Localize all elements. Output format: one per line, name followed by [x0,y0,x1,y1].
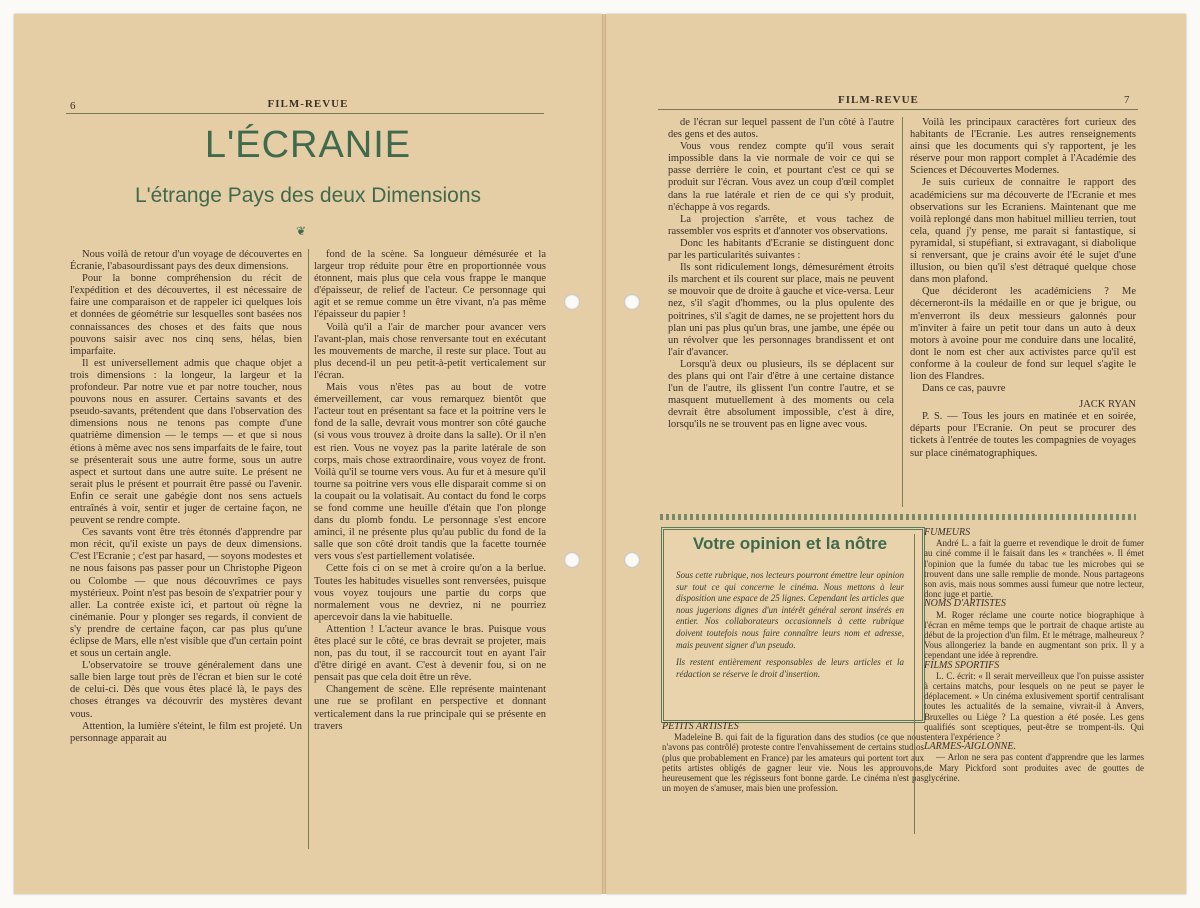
postscript: P. S. — Tous les jours en matinée et en soirée, départs pour l'Ecranie. On peut se procurer des tickets à l'entrée de toutes les compagnies de voyages sur place cinématographiques. [910,411,1136,459]
letter-heading: LARMES-AIGLONNE. [924,741,1016,753]
paragraph: Attention, la lumière s'éteint, le film est projeté. Un personnage apparait au [70,720,302,744]
paragraph: Il est universellement admis que chaque objet a trois dimensions : la longeur, la largeur et la profondeur. Par notre vue et par notre toucher, nous pouvons nous en assurer. Certains savants et des pseudo-savants, prétendent que dans l'observation des dimensions nous ne tenons pas compte d'une quatrième dimension — le temps — et que si nous étions à même avec nos sens imparfaits de le faire, tout se présenterait sous une autre forme, sous un autre aspect et surtout dans une autre suite. Le présent ne serait plus le présent et pourrait être passé ou l'avenir. Enfin ce serait une gabégie dont nos sens actuels entraînés à voir, sentir et juger de certaine façon, ne peuvent se rendre compte. [70,357,302,527]
paragraph: La projection s'arrête, et vous tachez de rassembler vos esprits et d'annoter vos observations. [668,213,894,237]
column-divider [914,534,915,834]
article-continuation-column-2 [910,117,1136,460]
letter-petits-artistes [662,722,924,793]
letter-heading: FILMS SPORTIFS [924,659,1000,671]
opinion-title: Votre opinion et la nôtre [692,534,888,553]
paragraph: Nous voilà de retour d'un voyage de découvertes en Écranie, l'abasourdissant pays des deux dimensions. [70,249,302,273]
paragraph: Je suis curieux de connaitre le rapport des académiciens sur ma découverte de l'Ecranie et mes observations sur les Ecraniens. Maintenant que me voilà replongé dans mon habituel millieu terrien, tout cela, quand j'y pense, me parait si fantastique, si pyramidal, si stupéfiant, si extravagant, si diabolique si renversant, que je crains avoir été le sujet d'une illusion, ou bien qu'il s'est détraqué quelque chose dans mon plafond. [910,177,1136,286]
letter-text: André L. a fait la guerre et revendique le droit de fumer au ciné comme il le faisait dans les « tranchées ». Il émet l'opinion que la fumée du tabac tue les microbes qui se trouvent dans une salle remplie de monde. Nous partageons son avis, mais nous sommes aussi fumeur que notre lecteur, donc juge et partie. [924,538,1144,600]
letter-heading: NOMS D'ARTISTES [924,598,1006,610]
article-column-1 [70,249,302,745]
article-subtitle: L'étrange Pays des deux Dimensions [134,184,482,207]
punch-hole [564,552,580,568]
paragraph: Dans ce cas, pauvre [922,383,1006,395]
paragraph: Voilà qu'il a l'air de marcher pour avancer vers l'avant-plan, mais chose renversante tout en exécutant les mouvements de marche, il reste sur place. Tout au plus decend-il un peu petit-à-petit verticalement sur l'écran. [314,321,546,381]
paragraph: Donc les habitants d'Ecranie se distinguent donc par les particularités suivantes : [668,237,894,262]
paragraph: Vous vous rendez compte qu'il vous serait impossible dans la vie normale de voir ce qui se passe derrière le coin, et pourtant c'est ce qui se produit sur l'écran. Vous avez un coup d'œil complet dans la rue latérale et rien de ce qui s'y produit, n'échappe à vos regards. [668,141,894,213]
header-rule-right [658,109,1138,110]
article-continuation-column-1 [668,117,894,431]
author-signature: JACK RYAN [1079,399,1136,411]
ornament-icon: ❦ [296,224,307,238]
header-rule-left [66,113,544,114]
punch-hole [564,294,580,310]
paragraph: Changement de scène. Elle représente maintenant une rue se profilant en perspective et donnant verticalement dans la rue principale qui se présente en travers [314,684,546,732]
paragraph: Voilà les principaux caractères fort curieux des habitants de l'Ecranie. Les autres renseignements ainsi que les documents qui s'y rapportent, je les réserve pour mon rapport complet à l'Académie des Sciences et Découvertes Modernes. [910,117,1136,177]
decorative-border [660,514,1136,520]
page-number-right: 7 [1124,94,1130,106]
running-head-left: FILM-REVUE [267,98,349,110]
paragraph: Cette fois ci on se met à croire qu'on a la berlue. Toutes les habitudes visuelles sont renversées, puisque vous voyez toujours une partie du corps que normalement vous ne devriez, ni ne pourriez apercevoir dans la vie habituelle. [314,563,546,623]
column-divider [902,117,903,507]
page-number-left: 6 [70,100,76,112]
paragraph: fond de la scène. Sa longueur démésurée et la largeur trop réduite pour être en proportionnée vous étonnent, mais plus que cela vous frappe le manque d'épaisseur, de relief de l'acteur. Ce personnage qui agit et se remue comme un être vivant, n'a pas même l'épaisseur du papier ! [314,249,546,321]
opinion-paragraph: Sous cette rubrique, nos lecteurs pourront émettre leur opinion sur tout ce qui concerne le cinéma. Nous mettons à leur disposition une espace de 25 lignes. Cependant les articles que nous jugerions dignes d'un intérêt général seront insérés en entier. Nos collaborateurs occasionnels à cette rubrique doivent toutefois nous faire connaître leurs nom et adresse, mais peuvent signer d'un pseudo. [676,570,904,650]
paragraph: Ces savants vont être très étonnés d'apprendre par mon récit, qu'il existe un pays de deux dimensions. C'est l'Ecranie ; c'est par hasard, — soyons modestes et ne nous faisons pas passer pour un Christophe Pigeon ou Colombe — que nous découvrîmes ce pays mystérieux. Point n'est pas besoin de s'expatrier pour y aller. La contrée existe ici, et partout où règne la cinémanie. Pour y plonger ses regards, il convient de s'y prendre de certaine façon, car pas plus qu'une éclipse de Mars, elle n'est visible que d'un certain point et sous un certain angle. [70,527,302,660]
letter-text: Madeleine B. qui fait de la figuration dans des studios (ce que nous n'avons pas contrôlé) proteste contre l'envahissement de certains studios (plus que probablement en France) par les amateurs qui portent tort aux petits artistes obligés de gagner leur vie. Nous les approuvons, heureusement que les régisseurs font bonne garde. Le cinéma n'est pas un moyen de s'amuser, mais bien une profession. [662,732,924,794]
paragraph: Lorsqu'à deux ou plusieurs, ils se déplacent sur des plans qui ont l'air d'être à une certaine distance l'un de l'autre, ils glissent l'un contre l'autre, et se masquent mutuellement à des moments ou cela devrait être absolument impossible, c'est à dire, lorsqu'ils ne se trouvent pas en ligne avec vous. [668,358,894,431]
paragraph: Ils sont ridiculement longs, démesurément étroits ils marchent et ils courent sur place, mais ne peuvent se mouvoir que de droite à gauche et vice-versa. Leur nez, s'il s'agit d'hommes, ou la plus opulente des poitrines, s'il s'agit de dames, ne se projettent hors du plan uni pas plus qu'un bras, une jambe, une épée ou un révolver que les personnages brandissent et ont l'air d'avancer. [668,262,894,358]
letter-text: L. C. écrit: « Il serait merveilleux que l'on puisse assister à certains matchs, pour lesquels on ne peut se payer le déplacement. » Un cinéma exlusivement sportif centralisant toutes les actualités de la semaine, vivrait-il à Anvers, Bruxelles ou Liège ? La question a été posée. Les gens qualifiés sont sceptiques, peut-être se trompent-ils. Qui tentera l'expérience ? [924,670,1144,743]
article-title: L'ÉCRANIE [204,124,412,166]
punch-hole [624,294,640,310]
paragraph: Mais vous n'êtes pas au bout de votre émerveillement, car vous remarquez bientôt que l'acteur tout en présentant sa face et la poitrine vers le fond de la salle, devrait vous montrer son côté gauche (si vous vous trouvez à droite dans la salle). Or il n'en est rien. Vous ne voyez pas la parite latérale de son corps, mais chose extraordinaire, vous voyez de front. Voilà qu'il se tourne vers vous. Au fur et à mesure qu'il tourne sa poitrine vers vous elle disparait comme si on la coupait ou la volatisait. Au contact du fond le corps se fond comme une heuille d'étain que l'on plonge dans du plomb fondu. Le personnage s'est encore aminci, il ne présente plus qu'au public du fond de la salle que son côté droit tandis que la facette tournée vers vous s'est partiellement volatisée. [314,382,546,563]
letters-column [924,528,1144,783]
opinion-intro [676,570,904,680]
column-divider [308,249,309,849]
paragraph: Pour la bonne compréhension du récit de l'expédition et des découvertes, il est nécessaire de faire une comparaison et de rappeler ici quelques lois et données de géométrie sur lesquelles sont basées nos connaissances des choses et des faits que nous pouvons saisir avec nos cinq sens, hélas, bien imparfaite. [70,273,302,357]
punch-hole [624,552,640,568]
article-column-2 [314,249,546,733]
paragraph: Que décideront les académiciens ? Me décerneront-ils la médaille en or que je brigue, ou m'enverront ils deux messieurs galonnés pour m'inviter à faire un petit tour dans un auto à deux motors à avoine pour me conduire dans une localité, dont le nom est cher aux activistes parce qu'il est conforme à la couleur de fond sur lequel s'agite le lion des Flandres. [910,286,1136,382]
paragraph: L'observatoire se trouve généralement dans une salle bien large tout près de l'écran et bien sur le coté de celui-ci. Dès que vous êtes placé là, le pays des choses étranges va découvrir des mystères devant vous. [70,660,302,720]
letter-heading: PETITS ARTISTES [662,721,739,732]
letter-text: — Arlon ne sera pas content d'apprendre que les larmes de Mary Pickford sont produites avec de gouttes de glycérine. [924,752,1144,783]
paragraph: de l'écran sur lequel passent de l'un côté à l'autre des gens et des autos. [668,117,894,141]
opinion-paragraph: Ils restent entièrement responsables de leurs articles et la rédaction se réserve le droit d'insertion. [676,657,904,679]
letter-text: M. Roger réclame une courte notice biographique à l'écran en même temps que le portrait de chaque artiste au début de la projection d'un film. Et le métrage, malheureux ? Vous allongeriez la bande en augmentant son prix. Il y a cependant une idée à reprendre. [924,609,1144,661]
left-page [14,14,602,894]
letter-heading: FUMEURS [924,527,971,538]
right-page [606,14,1186,894]
paragraph: Attention ! L'acteur avance le bras. Puisque vous êtes placé sur le côté, ce bras devrait se projeter, mais non, pas du tout, il se raccourcit tout en ayant l'air d'être dirigé en avant. C'est à devenir fou, si on ne pensait pas que cela doit être un rêve. [314,623,546,684]
running-head-right: FILM-REVUE [838,94,919,106]
